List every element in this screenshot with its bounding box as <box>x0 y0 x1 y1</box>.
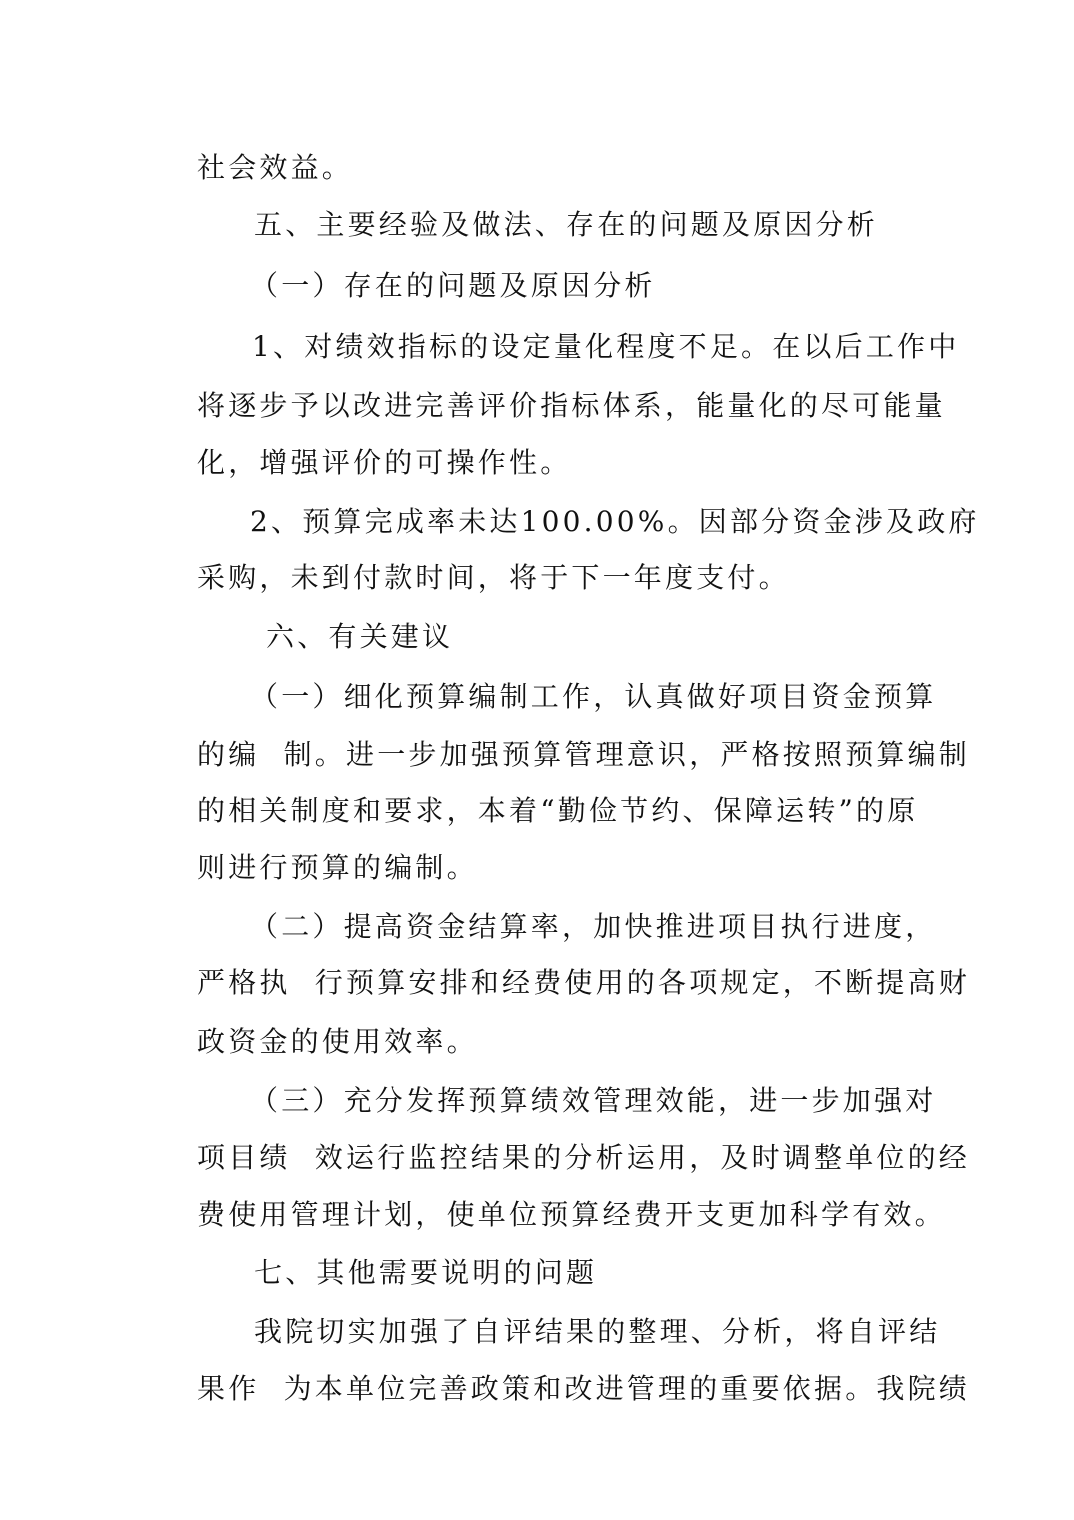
text-line: 费使用管理计划，使单位预算经费开支更加科学有效。 <box>197 1198 946 1231</box>
text-line: （二）提高资金结算率，加快推进项目执行进度， <box>250 910 937 943</box>
subsection-heading: （一）存在的问题及原因分析 <box>250 269 656 302</box>
text-line: 化，增强评价的可操作性。 <box>197 446 572 479</box>
text-line: 则进行预算的编制。 <box>197 851 478 884</box>
text-line: 果作 为本单位完善政策和改进管理的重要依据。我院绩 <box>197 1372 971 1405</box>
text-line: 我院切实加强了自评结果的整理、分析，将自评结 <box>254 1315 941 1348</box>
section-heading-6: 六、有关建议 <box>266 620 454 653</box>
text-line: 严格执 行预算安排和经费使用的各项规定，不断提高财 <box>197 966 971 999</box>
section-heading-7: 七、其他需要说明的问题 <box>254 1256 598 1289</box>
text-line: 社会效益。 <box>197 151 354 184</box>
text-line: 的编 制。进一步加强预算管理意识，严格按照预算编制 <box>197 738 971 771</box>
text-line: （三）充分发挥预算绩效管理效能，进一步加强对 <box>250 1084 937 1117</box>
text-line: 的相关制度和要求，本着“勤俭节约、保障运转”的原 <box>197 794 919 827</box>
text-line: 政资金的使用效率。 <box>197 1025 478 1058</box>
section-heading-5: 五、主要经验及做法、存在的问题及原因分析 <box>254 208 879 241</box>
text-line: （一）细化预算编制工作，认真做好项目资金预算 <box>250 680 937 713</box>
text-line: 1、对绩效指标的设定量化程度不足。在以后工作中 <box>252 330 960 363</box>
text-line: 项目绩 效运行监控结果的分析运用，及时调整单位的经 <box>197 1141 971 1174</box>
text-line: 将逐步予以改进完善评价指标体系，能量化的尽可能量 <box>197 389 946 422</box>
text-line: 采购，未到付款时间，将于下一年度支付。 <box>197 561 790 594</box>
text-line: 2、预算完成率未达100.00%。因部分资金涉及政府 <box>250 505 980 538</box>
